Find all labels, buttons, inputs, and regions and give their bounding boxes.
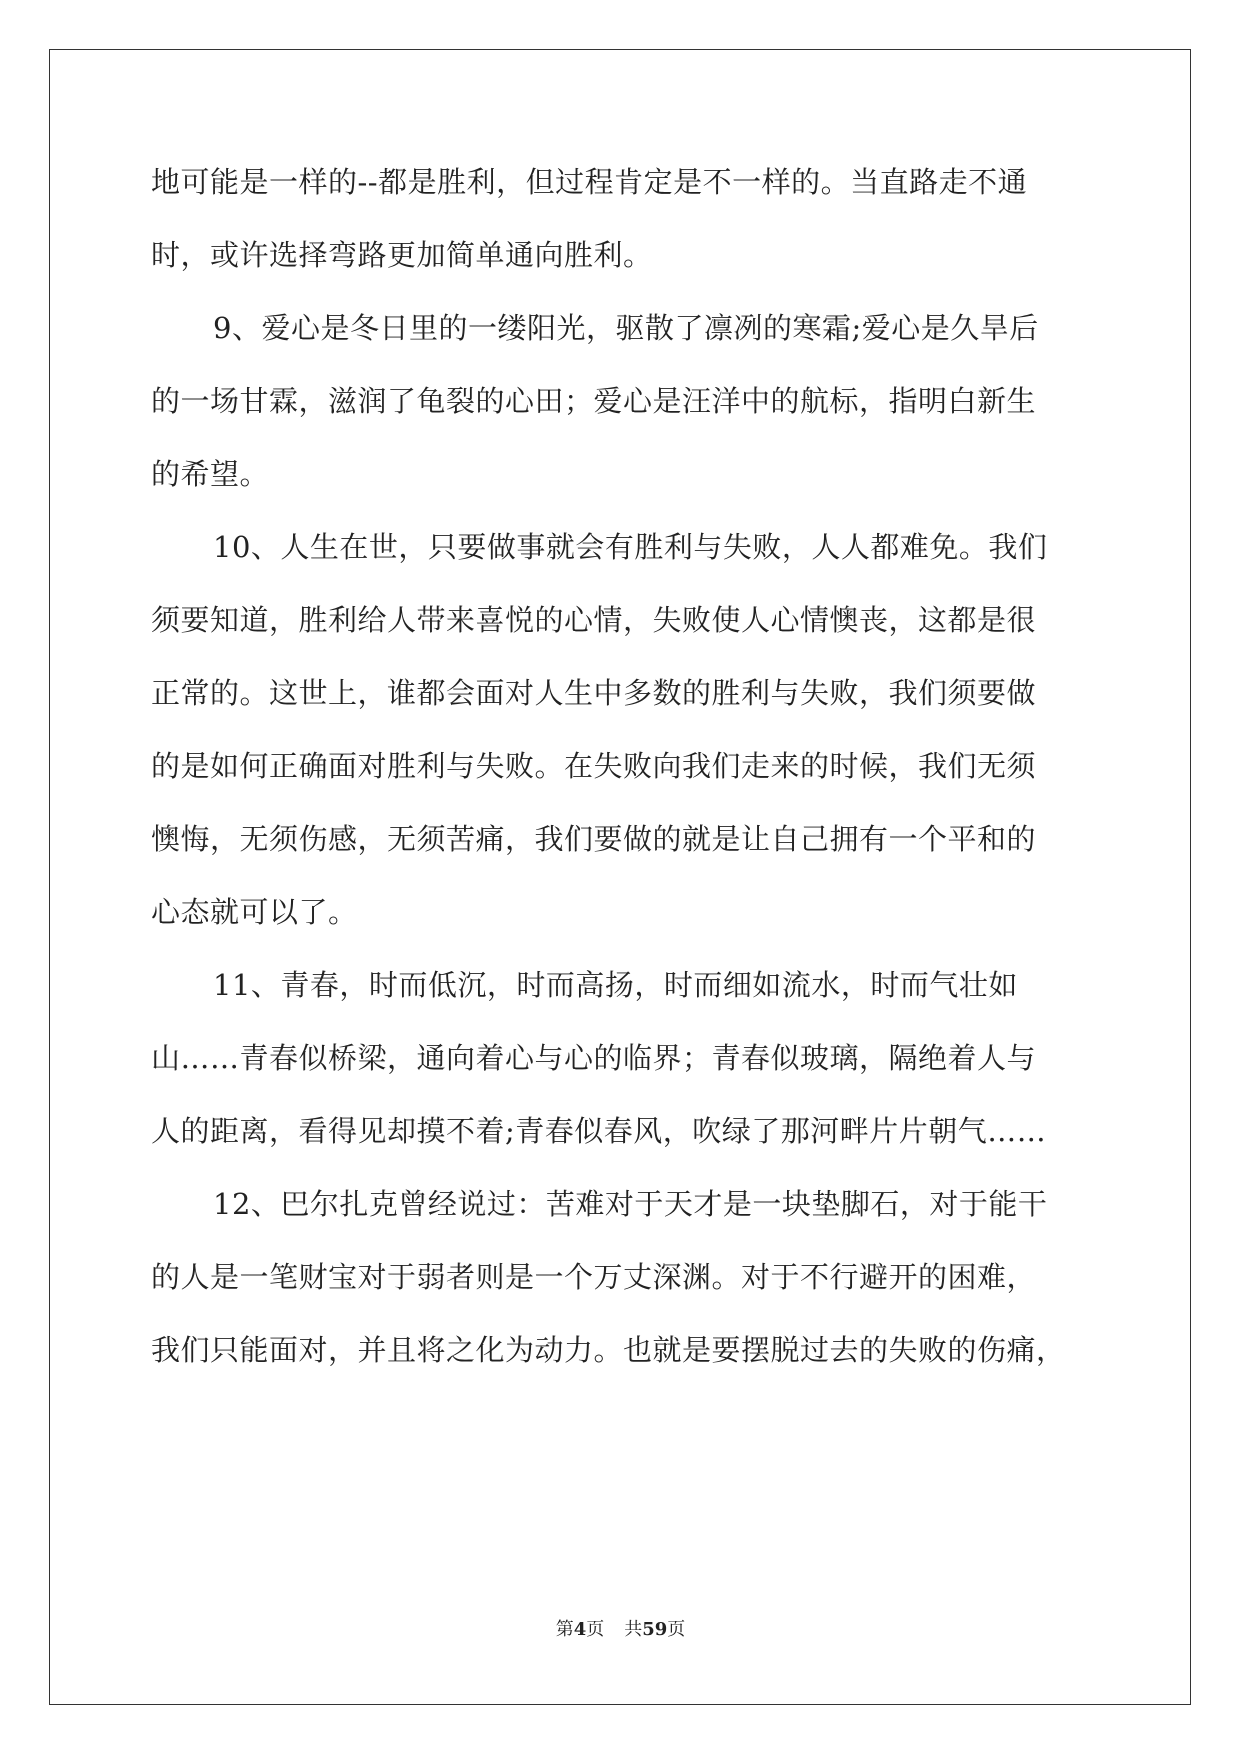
paragraph-start-10: 10、人生在世，只要做事就会有胜利与失败，人人都难免。我们 (213, 530, 1048, 564)
text-line: 须要知道，胜利给人带来喜悦的心情，失败使人心情懊丧，这都是很 (151, 603, 1037, 637)
text-line: 的希望。 (151, 457, 270, 491)
paragraph-start-12: 12、巴尔扎克曾经说过：苦难对于天才是一块垫脚石，对于能干 (213, 1187, 1048, 1221)
text-line: 正常的。这世上，谁都会面对人生中多数的胜利与失败，我们须要做 (151, 676, 1037, 710)
text-line: 的人是一笔财宝对于弱者则是一个万丈深渊。对于不行避开的困难， (151, 1260, 1037, 1294)
text-line: 我们只能面对，并且将之化为动力。也就是要摆脱过去的失败的伤痛， (151, 1333, 1066, 1367)
total-pages-label (624, 1619, 685, 1640)
page-suffix: 页 (586, 1619, 605, 1640)
paragraph-start-11: 11、青春，时而低沉，时而高扬，时而细如流水，时而气壮如 (213, 968, 1018, 1002)
text-line: 时，或许选择弯路更加简单通向胜利。 (151, 238, 653, 272)
total-pages: 59 (642, 1619, 668, 1640)
text-line: 心态就可以了。 (151, 895, 358, 929)
text-line: 山……青春似桥梁，通向着心与心的临界；青春似玻璃，隔绝着人与 (151, 1041, 1037, 1075)
page-number: 4 (573, 1619, 587, 1640)
page-footer (0, 1618, 1241, 1642)
text-line: 地可能是一样的--都是胜利，但过程肯定是不一样的。当直路走不通 (151, 165, 1028, 199)
paragraph-start-9: 9、爱心是冬日里的一缕阳光，驱散了凛冽的寒霜;爱心是久旱后 (213, 311, 1039, 345)
page-number-label (556, 1619, 605, 1640)
total-suffix: 页 (667, 1619, 686, 1640)
text-line: 的一场甘霖，滋润了龟裂的心田；爱心是汪洋中的航标，指明白新生 (151, 384, 1037, 418)
total-prefix: 共 (624, 1619, 643, 1640)
text-line: 人的距离，看得见却摸不着;青春似春风，吹绿了那河畔片片朝气…… (151, 1114, 1047, 1148)
page-border (49, 49, 1191, 1705)
text-line: 懊悔，无须伤感，无须苦痛，我们要做的就是让自己拥有一个平和的 (151, 822, 1037, 856)
text-line: 的是如何正确面对胜利与失败。在失败向我们走来的时候，我们无须 (151, 749, 1037, 783)
page-prefix: 第 (555, 1619, 574, 1640)
